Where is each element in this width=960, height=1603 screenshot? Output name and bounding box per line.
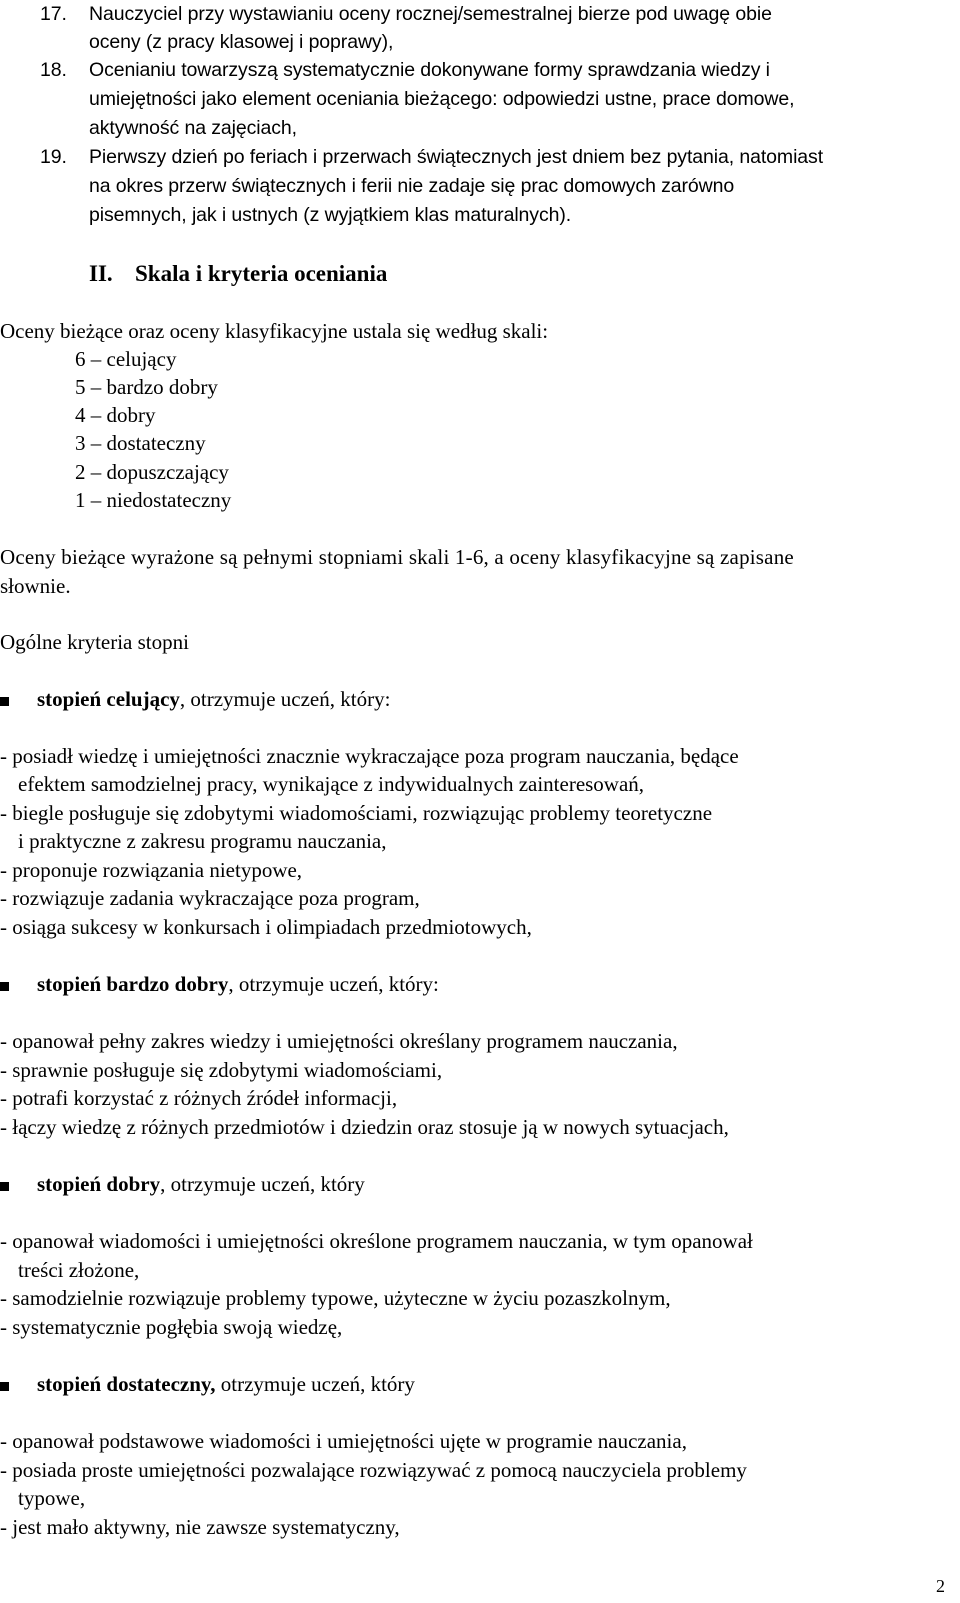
criterion-line: - posiadł wiedzę i umiejętności znacznie wykraczające poza program nauczania, będące [0, 744, 739, 768]
grades-note-line-1: Oceny bieżące wyrażone są pełnymi stopniami skali 1-6, a oceny klasyfikacyjne są zapisane [0, 545, 794, 569]
grade-intro: otrzymuje uczeń, który [215, 1372, 415, 1396]
criterion-line: efektem samodzielnej pracy, wynikające z indywidualnych zainteresowań, [18, 772, 645, 796]
grade-name: stopień bardzo dobry [37, 972, 229, 996]
scale-item: 6 – celujący [75, 347, 177, 371]
grade-heading-dostateczny [37, 1372, 415, 1397]
criterion-line: - samodzielnie rozwiązuje problemy typowe, użyteczne w życiu pozaszkolnym, [0, 1286, 671, 1310]
square-bullet-icon [0, 697, 9, 706]
criterion-line: - systematycznie pogłębia swoją wiedzę, [0, 1315, 343, 1339]
criterion-line: - opanował pełny zakres wiedzy i umiejętności określany programem nauczania, [0, 1029, 678, 1053]
grade-name: stopień dostateczny, [37, 1372, 216, 1396]
scale-item: 5 – bardzo dobry [75, 375, 218, 399]
scale-item: 3 – dostateczny [75, 431, 206, 455]
item-19-number: 19. [40, 146, 67, 168]
grade-intro: , otrzymuje uczeń, który [160, 1172, 365, 1196]
scale-item: 2 – dopuszczający [75, 460, 229, 484]
scale-intro: Oceny bieżące oraz oceny klasyfikacyjne ustala się według skali: [0, 319, 549, 343]
grade-heading-celujacy [37, 687, 390, 712]
item-17-number: 17. [40, 3, 67, 25]
item-18-line-3: aktywność na zajęciach, [89, 117, 297, 139]
scale-item: 1 – niedostateczny [75, 488, 232, 512]
square-bullet-icon [0, 982, 9, 991]
criterion-line: - posiada proste umiejętności pozwalające rozwiązywać z pomocą nauczyciela problemy [0, 1458, 747, 1482]
grade-name: stopień celujący [37, 687, 180, 711]
grade-heading-bardzo-dobry [37, 972, 439, 997]
item-19-line-2: na okres przerw świątecznych i ferii nie zadaje się prac domowych zarówno [89, 175, 735, 197]
criterion-line: - sprawnie posługuje się zdobytymi wiadomościami, [0, 1058, 443, 1082]
criteria-title: Ogólne kryteria stopni [0, 630, 189, 654]
item-19-line-3: pisemnych, jak i ustnych (z wyjątkiem klas maturalnych). [89, 204, 572, 226]
square-bullet-icon [0, 1382, 9, 1391]
square-bullet-icon [0, 1182, 9, 1191]
page-number: 2 [936, 1576, 945, 1596]
criterion-line: - jest mało aktywny, nie zawsze systematyczny, [0, 1515, 400, 1539]
criterion-line: - rozwiązuje zadania wykraczające poza program, [0, 886, 420, 910]
item-18-number: 18. [40, 59, 67, 81]
criterion-line: - proponuje rozwiązania nietypowe, [0, 858, 303, 882]
item-18-line-1: Ocenianiu towarzyszą systematycznie dokonywane formy sprawdzania wiedzy i [89, 59, 770, 81]
criterion-line: - biegle posługuje się zdobytymi wiadomościami, rozwiązując problemy teoretyczne [0, 801, 713, 825]
item-19-line-1: Pierwszy dzień po feriach i przerwach świątecznych jest dniem bez pytania, natomiast [89, 146, 824, 168]
section-title: Skala i kryteria oceniania [135, 261, 388, 286]
grade-name: stopień dobry [37, 1172, 161, 1196]
grade-heading-dobry [37, 1172, 365, 1197]
section-number: II. [89, 261, 113, 286]
grade-intro: , otrzymuje uczeń, który: [179, 687, 391, 711]
criterion-line: - potrafi korzystać z różnych źródeł informacji, [0, 1086, 398, 1110]
grade-intro: , otrzymuje uczeń, który: [228, 972, 439, 996]
item-17-line-1: Nauczyciel przy wystawianiu oceny rocznej/semestralnej bierze pod uwagę obie [89, 3, 772, 25]
criterion-line: - opanował podstawowe wiadomości i umiejętności ujęte w programie nauczania, [0, 1429, 687, 1453]
scale-item: 4 – dobry [75, 403, 156, 427]
criterion-line: treści złożone, [18, 1258, 140, 1282]
criterion-line: - osiąga sukcesy w konkursach i olimpiadach przedmiotowych, [0, 915, 532, 939]
criterion-line: - opanował wiadomości i umiejętności określone programem nauczania, w tym opanował [0, 1229, 753, 1253]
criterion-line: - łączy wiedzę z różnych przedmiotów i dziedzin oraz stosuje ją w nowych sytuacjach, [0, 1115, 729, 1139]
criterion-line: typowe, [18, 1486, 86, 1510]
grades-note-line-2: słownie. [0, 574, 71, 598]
criterion-line: i praktyczne z zakresu programu nauczania, [18, 829, 387, 853]
item-17-line-2: oceny (z pracy klasowej i poprawy), [89, 31, 394, 53]
item-18-line-2: umiejętności jako element oceniania bieżącego: odpowiedzi ustne, prace domowe, [89, 88, 795, 110]
